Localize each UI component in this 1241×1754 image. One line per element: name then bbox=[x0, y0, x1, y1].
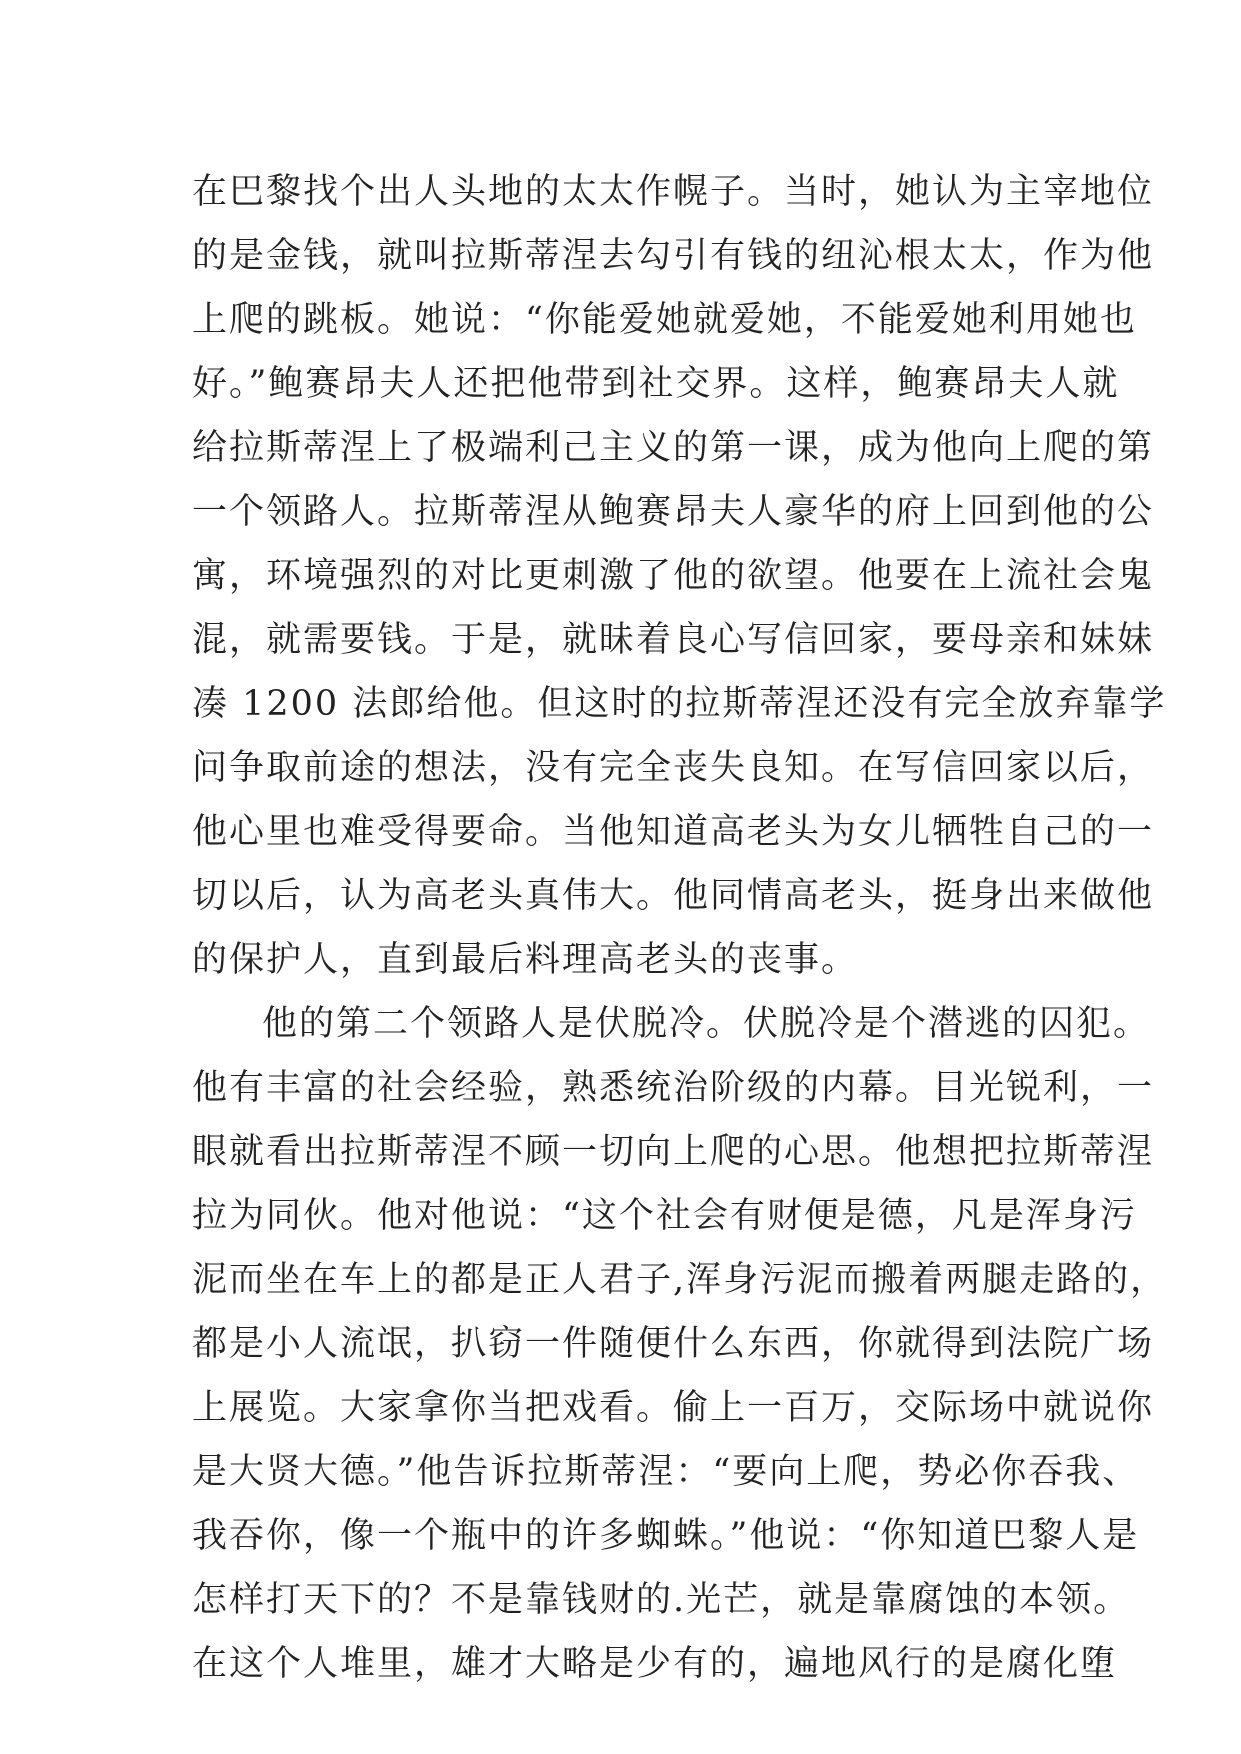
text-line: 凑 1200 法郎给他。但这时的拉斯蒂涅还没有完全放弃靠学 bbox=[192, 684, 1167, 724]
text-line: 我吞你，像一个瓶中的许多蜘蛛。”他说：“你知道巴黎人是 bbox=[192, 1516, 1140, 1556]
text-line: 泥而坐在车上的都是正人君子,浑身污泥而搬着两腿走路的， bbox=[192, 1260, 1168, 1300]
text-line: 问争取前途的想法，没有完全丧失良知。在写信回家以后， bbox=[192, 748, 1155, 788]
text-line: 他的第二个领路人是伏脱冷。伏脱冷是个潜逃的囚犯。 bbox=[262, 1004, 1151, 1044]
body-text bbox=[192, 160, 1168, 1696]
text-line: 都是小人流氓，扒窃一件随便什么东西，你就得到法院广场 bbox=[192, 1324, 1155, 1364]
text-line: 拉为同伙。他对他说：“这个社会有财便是德，凡是浑身污 bbox=[192, 1196, 1137, 1236]
text-line: 在巴黎找个出人头地的太太作幌子。当时，她认为主宰地位 bbox=[192, 172, 1155, 212]
text-line: 他心里也难受得要命。当他知道高老头为女儿牺牲自己的一 bbox=[192, 812, 1155, 852]
text-line: 混，就需要钱。于是，就昧着良心写信回家，要母亲和妹妹 bbox=[192, 620, 1155, 660]
text-line: 上爬的跳板。她说：“你能爱她就爱她，不能爱她利用她也 bbox=[192, 300, 1137, 340]
text-line: 眼就看出拉斯蒂涅不顾一切向上爬的心思。他想把拉斯蒂涅 bbox=[192, 1132, 1155, 1172]
text-line: 给拉斯蒂涅上了极端利己主义的第一课，成为他向上爬的第 bbox=[192, 428, 1155, 468]
text-line: 的保护人，直到最后料理高老头的丧事。 bbox=[192, 940, 859, 980]
text-line: 切以后，认为高老头真伟大。他同情高老头，挺身出来做他 bbox=[192, 876, 1155, 916]
text-line: 怎样打天下的？不是靠钱财的.光芒，就是靠腐蚀的本领。 bbox=[192, 1580, 1131, 1620]
text-line: 一个领路人。拉斯蒂涅从鲍赛昂夫人豪华的府上回到他的公 bbox=[192, 492, 1155, 532]
text-line: 上展览。大家拿你当把戏看。偷上一百万，交际场中就说你 bbox=[192, 1388, 1155, 1428]
text-line: 在这个人堆里，雄才大略是少有的，遍地风行的是腐化堕 bbox=[192, 1644, 1118, 1684]
text-line: 寓，环境强烈的对比更刺激了他的欲望。他要在上流社会鬼 bbox=[192, 556, 1155, 596]
text-line: 好。”鲍赛昂夫人还把他带到社交界。这样，鲍赛昂夫人就 bbox=[192, 364, 1120, 404]
paragraph-1 bbox=[192, 160, 1167, 992]
text-line: 的是金钱，就叫拉斯蒂涅去勾引有钱的纽沁根太太，作为他 bbox=[192, 236, 1155, 276]
text-line: 他有丰富的社会经验，熟悉统治阶级的内幕。目光锐利，一 bbox=[192, 1068, 1155, 1108]
paragraph-2 bbox=[192, 992, 1168, 1696]
text-line: 是大贤大德。”他告诉拉斯蒂涅：“要向上爬，势必你吞我、 bbox=[192, 1452, 1140, 1492]
